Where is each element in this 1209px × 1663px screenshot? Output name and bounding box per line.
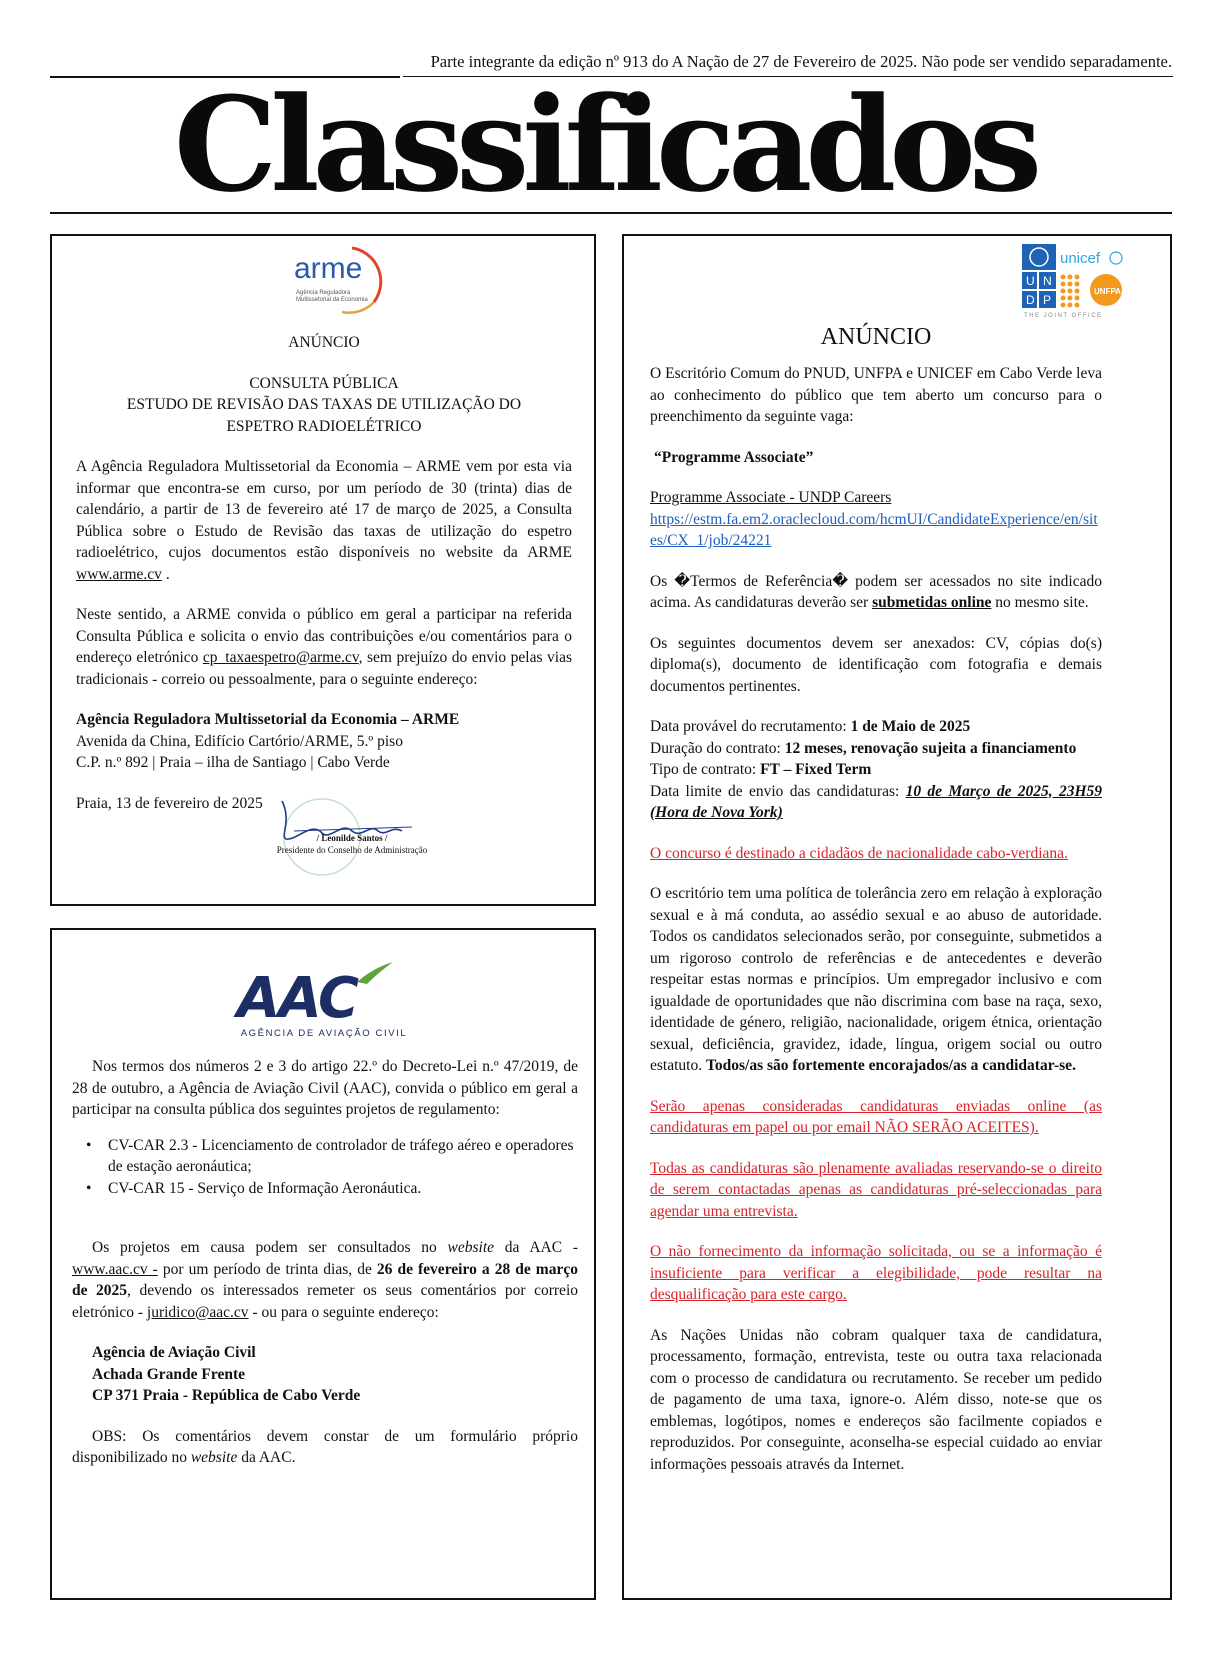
arme-address-name: Agência Reguladora Multissetorial da Economia – ARME bbox=[76, 711, 460, 728]
aac-swoosh-icon bbox=[355, 960, 395, 986]
un-position: “Programme Associate” bbox=[654, 448, 814, 466]
aac-address-1: Agência de Aviação Civil bbox=[92, 1344, 256, 1361]
arme-address-line-2: C.P. n.º 892 | Praia – ilha de Santiago | Cabo Verde bbox=[76, 754, 390, 771]
svg-text:N: N bbox=[1043, 274, 1052, 288]
arme-address-line-1: Avenida da China, Edifício Cartório/ARME, 5.º piso bbox=[76, 732, 403, 750]
list-item: • CV-CAR 15 - Serviço de Informação Aeronáutica. bbox=[86, 1178, 578, 1200]
arme-subtitle-3: ESPETRO RADIOELÉTRICO bbox=[226, 417, 422, 435]
aac-website-link[interactable]: www.aac.cv - bbox=[72, 1260, 158, 1278]
aac-address-3: CP 371 Praia - República de Cabo Verde bbox=[92, 1387, 361, 1404]
un-contract-type: Tipo de contrato: FT – Fixed Term bbox=[650, 761, 872, 778]
arme-website-link[interactable]: www.arme.cv bbox=[76, 565, 162, 583]
un-joint-office-logo bbox=[1022, 244, 1126, 320]
aac-logo-word: AAC bbox=[237, 966, 358, 1031]
aac-address-2: Achada Grande Frente bbox=[92, 1365, 245, 1383]
un-terms-of-reference: Os �Termos de Referência� podem ser acessados no site indicado acima. As candidaturas deverão ser submetidas online no mesmo site. bbox=[650, 572, 1102, 611]
un-online-only-note: Serão apenas consideradas candidaturas enviadas online (as candidaturas em papel ou por email NÃO SERÃO ACEITES). bbox=[650, 1097, 1102, 1136]
un-announcement bbox=[622, 234, 1172, 1600]
un-recruitment-date: Data provável do recrutamento: 1 de Maio de 2025 bbox=[650, 718, 971, 735]
un-careers-url[interactable]: https://estm.fa.em2.oraclecloud.com/hcmUI/CandidateExperience/en/sites/CX_1/job/24221 bbox=[650, 510, 1098, 549]
aac-regulation-list bbox=[86, 1135, 578, 1200]
un-nationality-note: O concurso é destinado a cidadãos de nacionalidade cabo-verdiana. bbox=[650, 844, 1068, 862]
svg-text:UNFPA: UNFPA bbox=[1094, 287, 1121, 296]
aac-announcement bbox=[50, 928, 596, 1600]
aac-email-link[interactable]: juridico@aac.cv bbox=[146, 1303, 249, 1321]
un-documents: Os seguintes documentos devem ser anexados: CV, cópias do(s) diploma(s), documento de identificação com fotografia e demais documentos pertinentes. bbox=[650, 634, 1102, 695]
arme-date: Praia, 13 de fevereiro de 2025 bbox=[76, 794, 263, 812]
aac-logo-subtitle: AGÊNCIA DE AVIAÇÃO CIVIL bbox=[240, 1028, 408, 1039]
svg-text:THE JOINT OFFICE: THE JOINT OFFICE bbox=[1024, 313, 1103, 319]
arme-signature bbox=[252, 781, 452, 891]
arme-announcement bbox=[50, 234, 596, 906]
svg-text:D: D bbox=[1026, 293, 1035, 307]
un-shortlist-note: Todas as candidaturas são plenamente avaliadas reservando-se o direito de serem contactadas apenas as candidaturas pré-seleccionadas para agendar uma entrevista. bbox=[650, 1159, 1102, 1220]
un-careers-label[interactable]: Programme Associate - UNDP Careers bbox=[650, 489, 892, 506]
arme-logo bbox=[282, 244, 392, 316]
masthead-rule bbox=[50, 212, 1172, 214]
list-item: • CV-CAR 2.3 - Licenciamento de controlador de tráfego aéreo e operadores de estação aeronáutica; bbox=[86, 1135, 578, 1178]
un-disqualification-note: O não fornecimento da informação solicitada, ou se a informação é insuficiente para verificar a elegibilidade, pode resultar na desqualificação para este cargo. bbox=[650, 1243, 1102, 1303]
aac-paragraph-2: Os projetos em causa podem ser consultados no website da AAC - www.aac.cv - por um período de trinta dias, de 26 de fevereiro a 28 de março de 2025, devendo os interessados remeter os seus comentários por correio eletrónico - juridico@aac.cv - ou para o seguinte endereço: bbox=[72, 1239, 578, 1321]
arme-paragraph-1: A Agência Reguladora Multissetorial da Economia – ARME vem por esta via informar que encontra-se em curso, por um período de 30 (trinta) dias de calendário, a partir de 13 de fevereiro até 17 de março de 2025, a Consulta Pública sobre o Estudo de Revisão das taxas de utilização do espetro radioelétrico, cujos documentos estão disponíveis no website da ARME www.arme.cv . bbox=[76, 458, 572, 583]
un-fee-note: As Nações Unidas não cobram qualquer taxa de candidatura, processamento, formação, entrevista, teste ou outra taxa relacionada com o processo de candidatura ou recrutamento. Se receber um pedido de pagamento de uma taxa, ignore-o. Além disso, note-se que os emblemas, logótipos, nomes e endereços são facilmente copiados e reproduzidos. Por conseguinte, aconselha-se especial cuidado ao enviar informações pessoais através da Internet. bbox=[650, 1326, 1102, 1473]
arme-logo-tagline: Agência Reguladora Multissetorial da Economia bbox=[296, 290, 368, 303]
un-deadline: Data limite de envio das candidaturas: 10 de Março de 2025, 23H59 (Hora de Nova York) bbox=[650, 782, 1103, 821]
edition-note: Parte integrante da edição nº 913 do A Nação de 27 de Fevereiro de 2025. Não pode ser vendido separadamente. bbox=[430, 52, 1172, 71]
un-intro: O Escritório Comum do PNUD, UNFPA e UNICEF em Cabo Verde leva ao conhecimento do público que tem aberto um concurso para o preenchimento da seguinte vaga: bbox=[650, 365, 1102, 425]
arme-title: ANÚNCIO bbox=[288, 334, 360, 351]
un-logo-icon bbox=[1022, 244, 1126, 320]
arme-signer-role: Presidente do Conselho de Administração bbox=[276, 845, 428, 855]
arme-email-link[interactable]: cp_taxaespetro@arme.cv bbox=[202, 649, 359, 666]
arme-subtitle-2: ESTUDO DE REVISÃO DAS TAXAS DE UTILIZAÇÃO DO bbox=[126, 396, 522, 413]
un-title: ANÚNCIO bbox=[820, 324, 932, 350]
masthead-title: Classificados bbox=[173, 68, 1036, 221]
aac-obs: OBS: Os comentários devem constar de um formulário próprio disponibilizado no website da AAC. bbox=[72, 1427, 578, 1466]
arme-signer-name: / Leonilde Santos / bbox=[316, 833, 388, 843]
un-contract-duration: Duração do contrato: 12 meses, renovação sujeita a financiamento bbox=[650, 739, 1077, 757]
aac-intro: Nos termos dos números 2 e 3 do artigo 22.º do Decreto-Lei n.º 47/2019, de 28 de outubro, a Agência de Aviação Civil (AAC), convida o público em geral a participar na consulta pública dos seguintes projetos de regulamento: bbox=[72, 1058, 578, 1118]
svg-text:unicef: unicef bbox=[1060, 250, 1101, 267]
aac-logo bbox=[237, 966, 407, 1042]
arme-logo-word: arme bbox=[294, 252, 363, 285]
arme-paragraph-2: Neste sentido, a ARME convida o público em geral a participar na referida Consulta Pública e solicita o envio das contribuições e/ou comentários para o endereço eletrónico cp_taxaespetro@arme.cv, sem prejuízo do envio pelas vias tradicionais - correio ou pessoalmente, para o seguinte endereço: bbox=[76, 606, 572, 688]
arme-subtitle-1: CONSULTA PÚBLICA bbox=[249, 374, 399, 392]
svg-text:U: U bbox=[1026, 274, 1035, 288]
svg-text:P: P bbox=[1043, 293, 1052, 307]
un-policy: O escritório tem uma política de tolerância zero em relação à exploração sexual e à má conduta, ao assédio sexual e ao abuso de autoridade. Todos os candidatos selecionados serão, por conseguinte, submetidos a um rigoroso controlo de referências e de antecedentes e deverão respeitar estas normas e princípios. Um empregador inclusivo e com igualdade de oportunidades que não discrimina com base na raça, sexo, identidade de género, religião, nacionalidade, origem étnica, orientação sexual, deficiência, gravidez, idade, língua, origem social ou outro estatuto. Todos/as são fortemente encorajados/as a candidatar-se. bbox=[650, 885, 1102, 1074]
